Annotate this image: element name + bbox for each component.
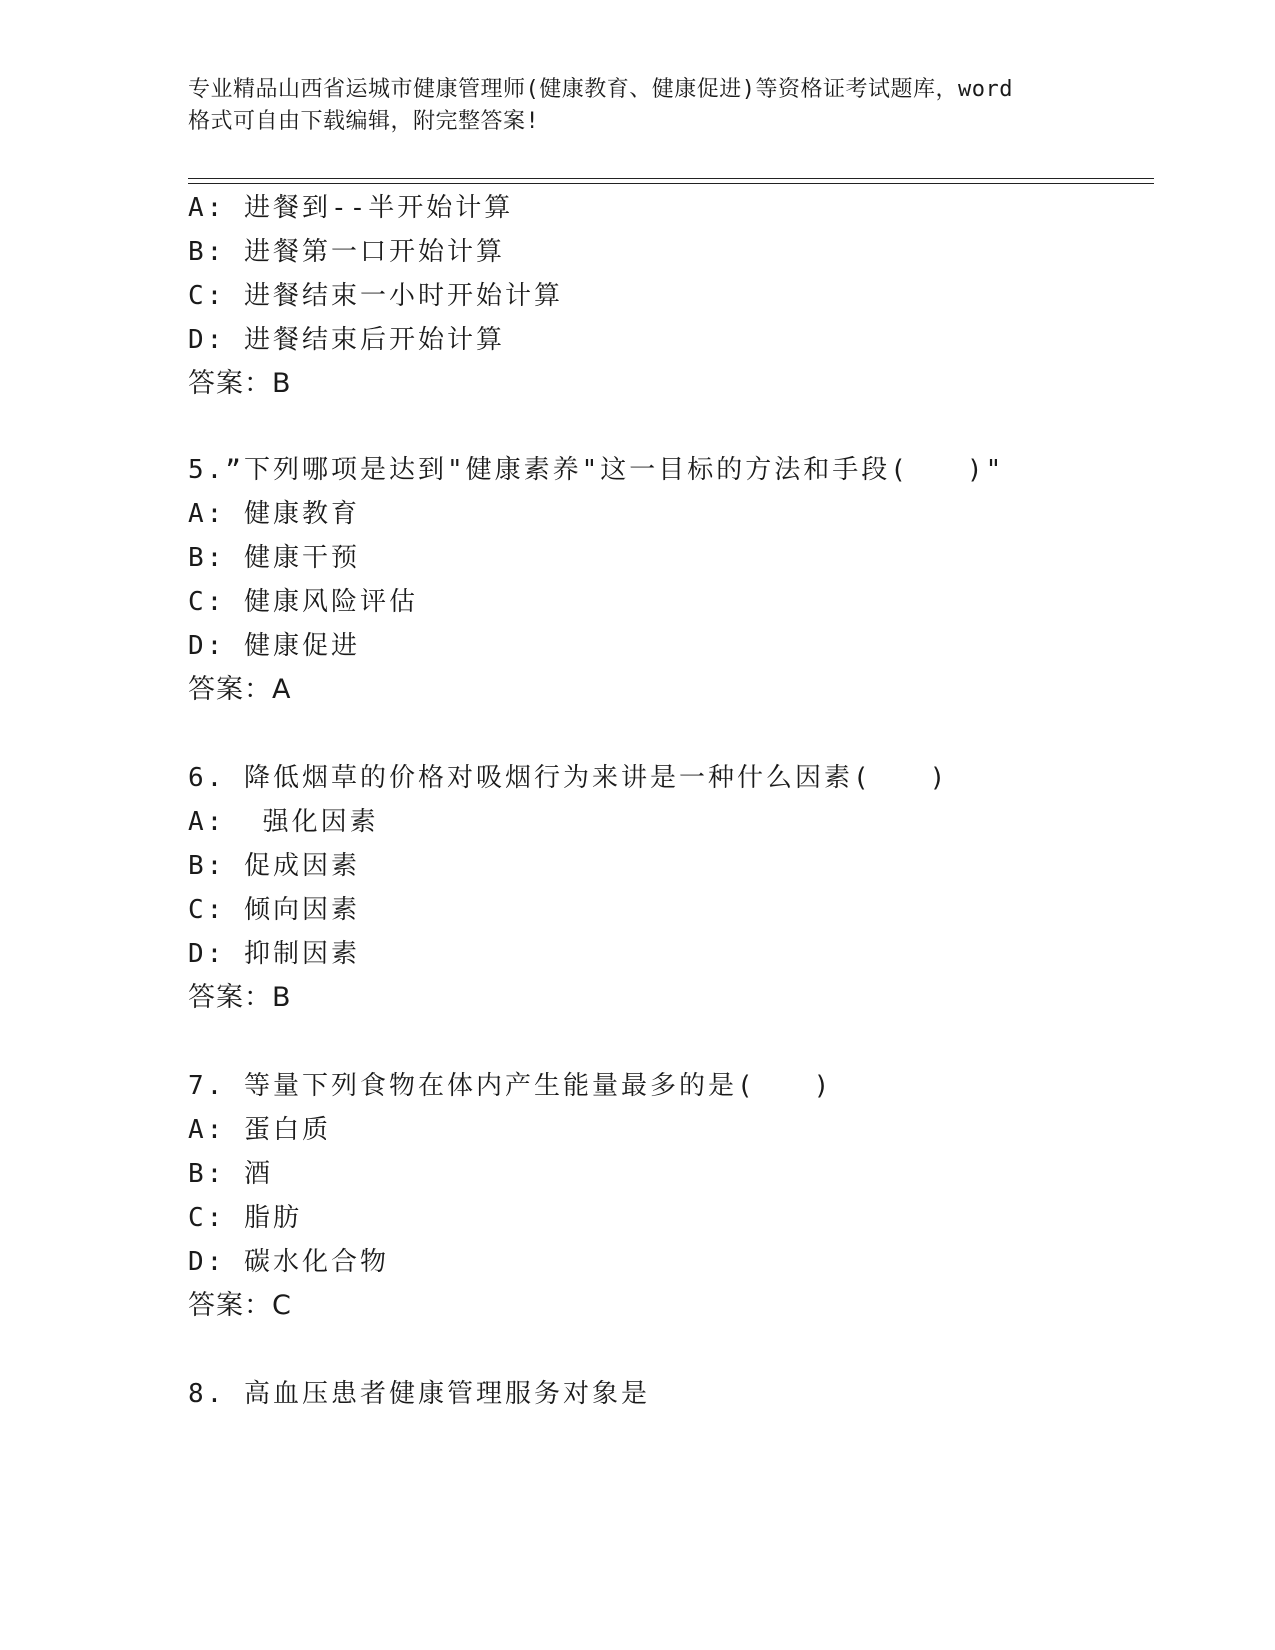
option-c: C: 脂肪: [188, 1203, 302, 1233]
header-line-2: 格式可自由下载编辑，附完整答案!: [188, 109, 540, 134]
answer: 答案：B: [188, 982, 292, 1013]
question-stem: 5.”下列哪项是达到"健康素养"这一目标的方法和手段( )": [188, 455, 1005, 485]
document-header: [188, 74, 1088, 138]
option-c: C: 倾向因素: [188, 895, 360, 925]
question-stem: 6. 降低烟草的价格对吸烟行为来讲是一种什么因素( ): [188, 763, 949, 793]
answer: 答案：A: [188, 674, 292, 705]
header-line-1: 专业精品山西省运城市健康管理师(健康教育、健康促进)等资格证考试题库，word: [188, 77, 1013, 102]
option-c: C: 进餐结束一小时开始计算: [188, 281, 563, 311]
answer: 答案：C: [188, 1290, 292, 1321]
option-a: A: 强化因素: [188, 807, 379, 837]
option-c: C: 健康风险评估: [188, 587, 418, 617]
question-stem: 7. 等量下列食物在体内产生能量最多的是( ): [188, 1071, 833, 1101]
header-divider-top: [188, 178, 1154, 179]
option-a: A: 进餐到--半开始计算: [188, 193, 514, 223]
header-divider-bottom: [188, 183, 1154, 184]
option-d: D: 健康促进: [188, 631, 360, 661]
option-d: D: 进餐结束后开始计算: [188, 325, 505, 355]
option-b: B: 促成因素: [188, 851, 360, 881]
option-a: A: 健康教育: [188, 499, 360, 529]
question-stem: 8. 高血压患者健康管理服务对象是: [188, 1379, 650, 1409]
answer: 答案：B: [188, 368, 292, 399]
option-a: A: 蛋白质: [188, 1115, 331, 1145]
option-d: D: 抑制因素: [188, 939, 360, 969]
option-b: B: 进餐第一口开始计算: [188, 237, 505, 267]
option-d: D: 碳水化合物: [188, 1247, 389, 1277]
option-b: B: 酒: [188, 1159, 273, 1189]
option-b: B: 健康干预: [188, 543, 360, 573]
